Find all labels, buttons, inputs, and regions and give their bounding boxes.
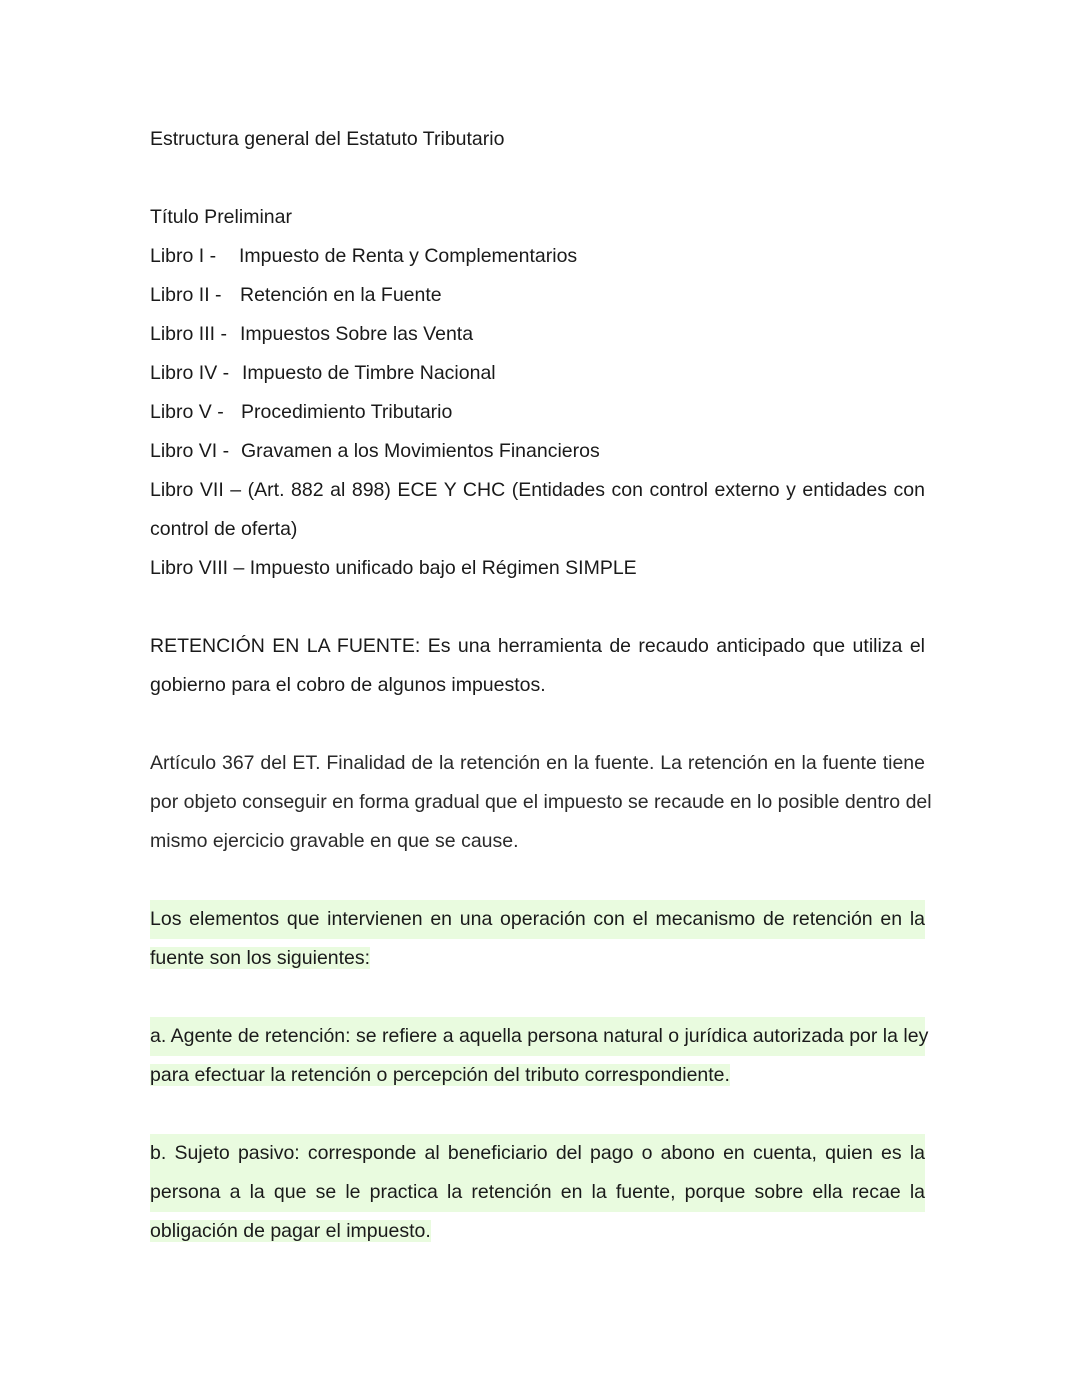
sujeto-line: persona a la que se le practica la retención en la fuente, porque sobre ella recae la <box>150 1173 925 1212</box>
sujeto-line: obligación de pagar el impuesto. <box>150 1220 431 1242</box>
book-item <box>150 315 925 354</box>
spacer <box>150 588 925 627</box>
book-name: Gravamen a los Movimientos Financieros <box>241 440 600 462</box>
book-number: Libro I - <box>150 245 217 267</box>
book-vii <box>150 471 925 549</box>
book-viii: Libro VIII – Impuesto unificado bajo el Régimen SIMPLE <box>150 557 637 579</box>
spacer <box>150 978 925 1017</box>
book-name: Impuestos Sobre las Venta <box>240 323 474 345</box>
document-title: Estructura general del Estatuto Tributario <box>150 128 505 150</box>
book-number: Libro III - <box>150 323 227 345</box>
book-name: Retención en la Fuente <box>240 284 442 306</box>
book-item <box>150 276 925 315</box>
book-item <box>150 393 925 432</box>
articulo-367 <box>150 744 932 861</box>
book-vii-line: control de oferta) <box>150 518 298 540</box>
articulo-line: Artículo 367 del ET. Finalidad de la retención en la fuente. La retención en la fuente tiene <box>150 752 925 774</box>
spacer <box>150 705 925 744</box>
book-number: Libro V - <box>150 401 224 423</box>
document-page <box>150 120 932 1251</box>
agente-line: a. Agente de retención: se refiere a aquella persona natural o jurídica autorizada por la ley <box>150 1017 925 1056</box>
book-vii-line: Libro VII – (Art. 882 al 898) ECE Y CHC (Entidades con control externo y entidades con <box>150 479 925 501</box>
agente-line: para efectuar la retención o percepción del tributo correspondiente. <box>150 1064 730 1086</box>
agente-paragraph <box>150 1017 929 1095</box>
retencion-definition <box>150 627 925 705</box>
book-item <box>150 432 925 471</box>
retencion-line: RETENCIÓN EN LA FUENTE: Es una herramienta de recaudo anticipado que utiliza el <box>150 635 925 657</box>
spacer <box>150 1095 925 1134</box>
retencion-line: gobierno para el cobro de algunos impuestos. <box>150 674 546 696</box>
book-name: Impuesto de Renta y Complementarios <box>239 245 578 267</box>
book-number: Libro VI - <box>150 440 230 462</box>
elementos-line: Los elementos que intervienen en una operación con el mecanismo de retención en la <box>150 900 925 939</box>
book-name: Impuesto de Timbre Nacional <box>242 362 496 384</box>
spacer <box>150 861 925 900</box>
articulo-line: por objeto conseguir en forma gradual que el impuesto se recaude en lo posible dentro del <box>150 791 932 813</box>
spacer <box>150 159 925 198</box>
sujeto-line: b. Sujeto pasivo: corresponde al beneficiario del pago o abono en cuenta, quien es la <box>150 1134 925 1173</box>
elementos-paragraph <box>150 900 925 978</box>
book-item <box>150 354 925 393</box>
book-item <box>150 237 925 276</box>
elementos-line: fuente son los siguientes: <box>150 947 371 969</box>
titulo-preliminar: Título Preliminar <box>150 206 292 228</box>
articulo-line: mismo ejercicio gravable en que se cause. <box>150 830 519 852</box>
book-name: Procedimiento Tributario <box>241 401 453 423</box>
book-number: Libro II - <box>150 284 222 306</box>
book-number: Libro IV - <box>150 362 230 384</box>
sujeto-paragraph <box>150 1134 925 1251</box>
